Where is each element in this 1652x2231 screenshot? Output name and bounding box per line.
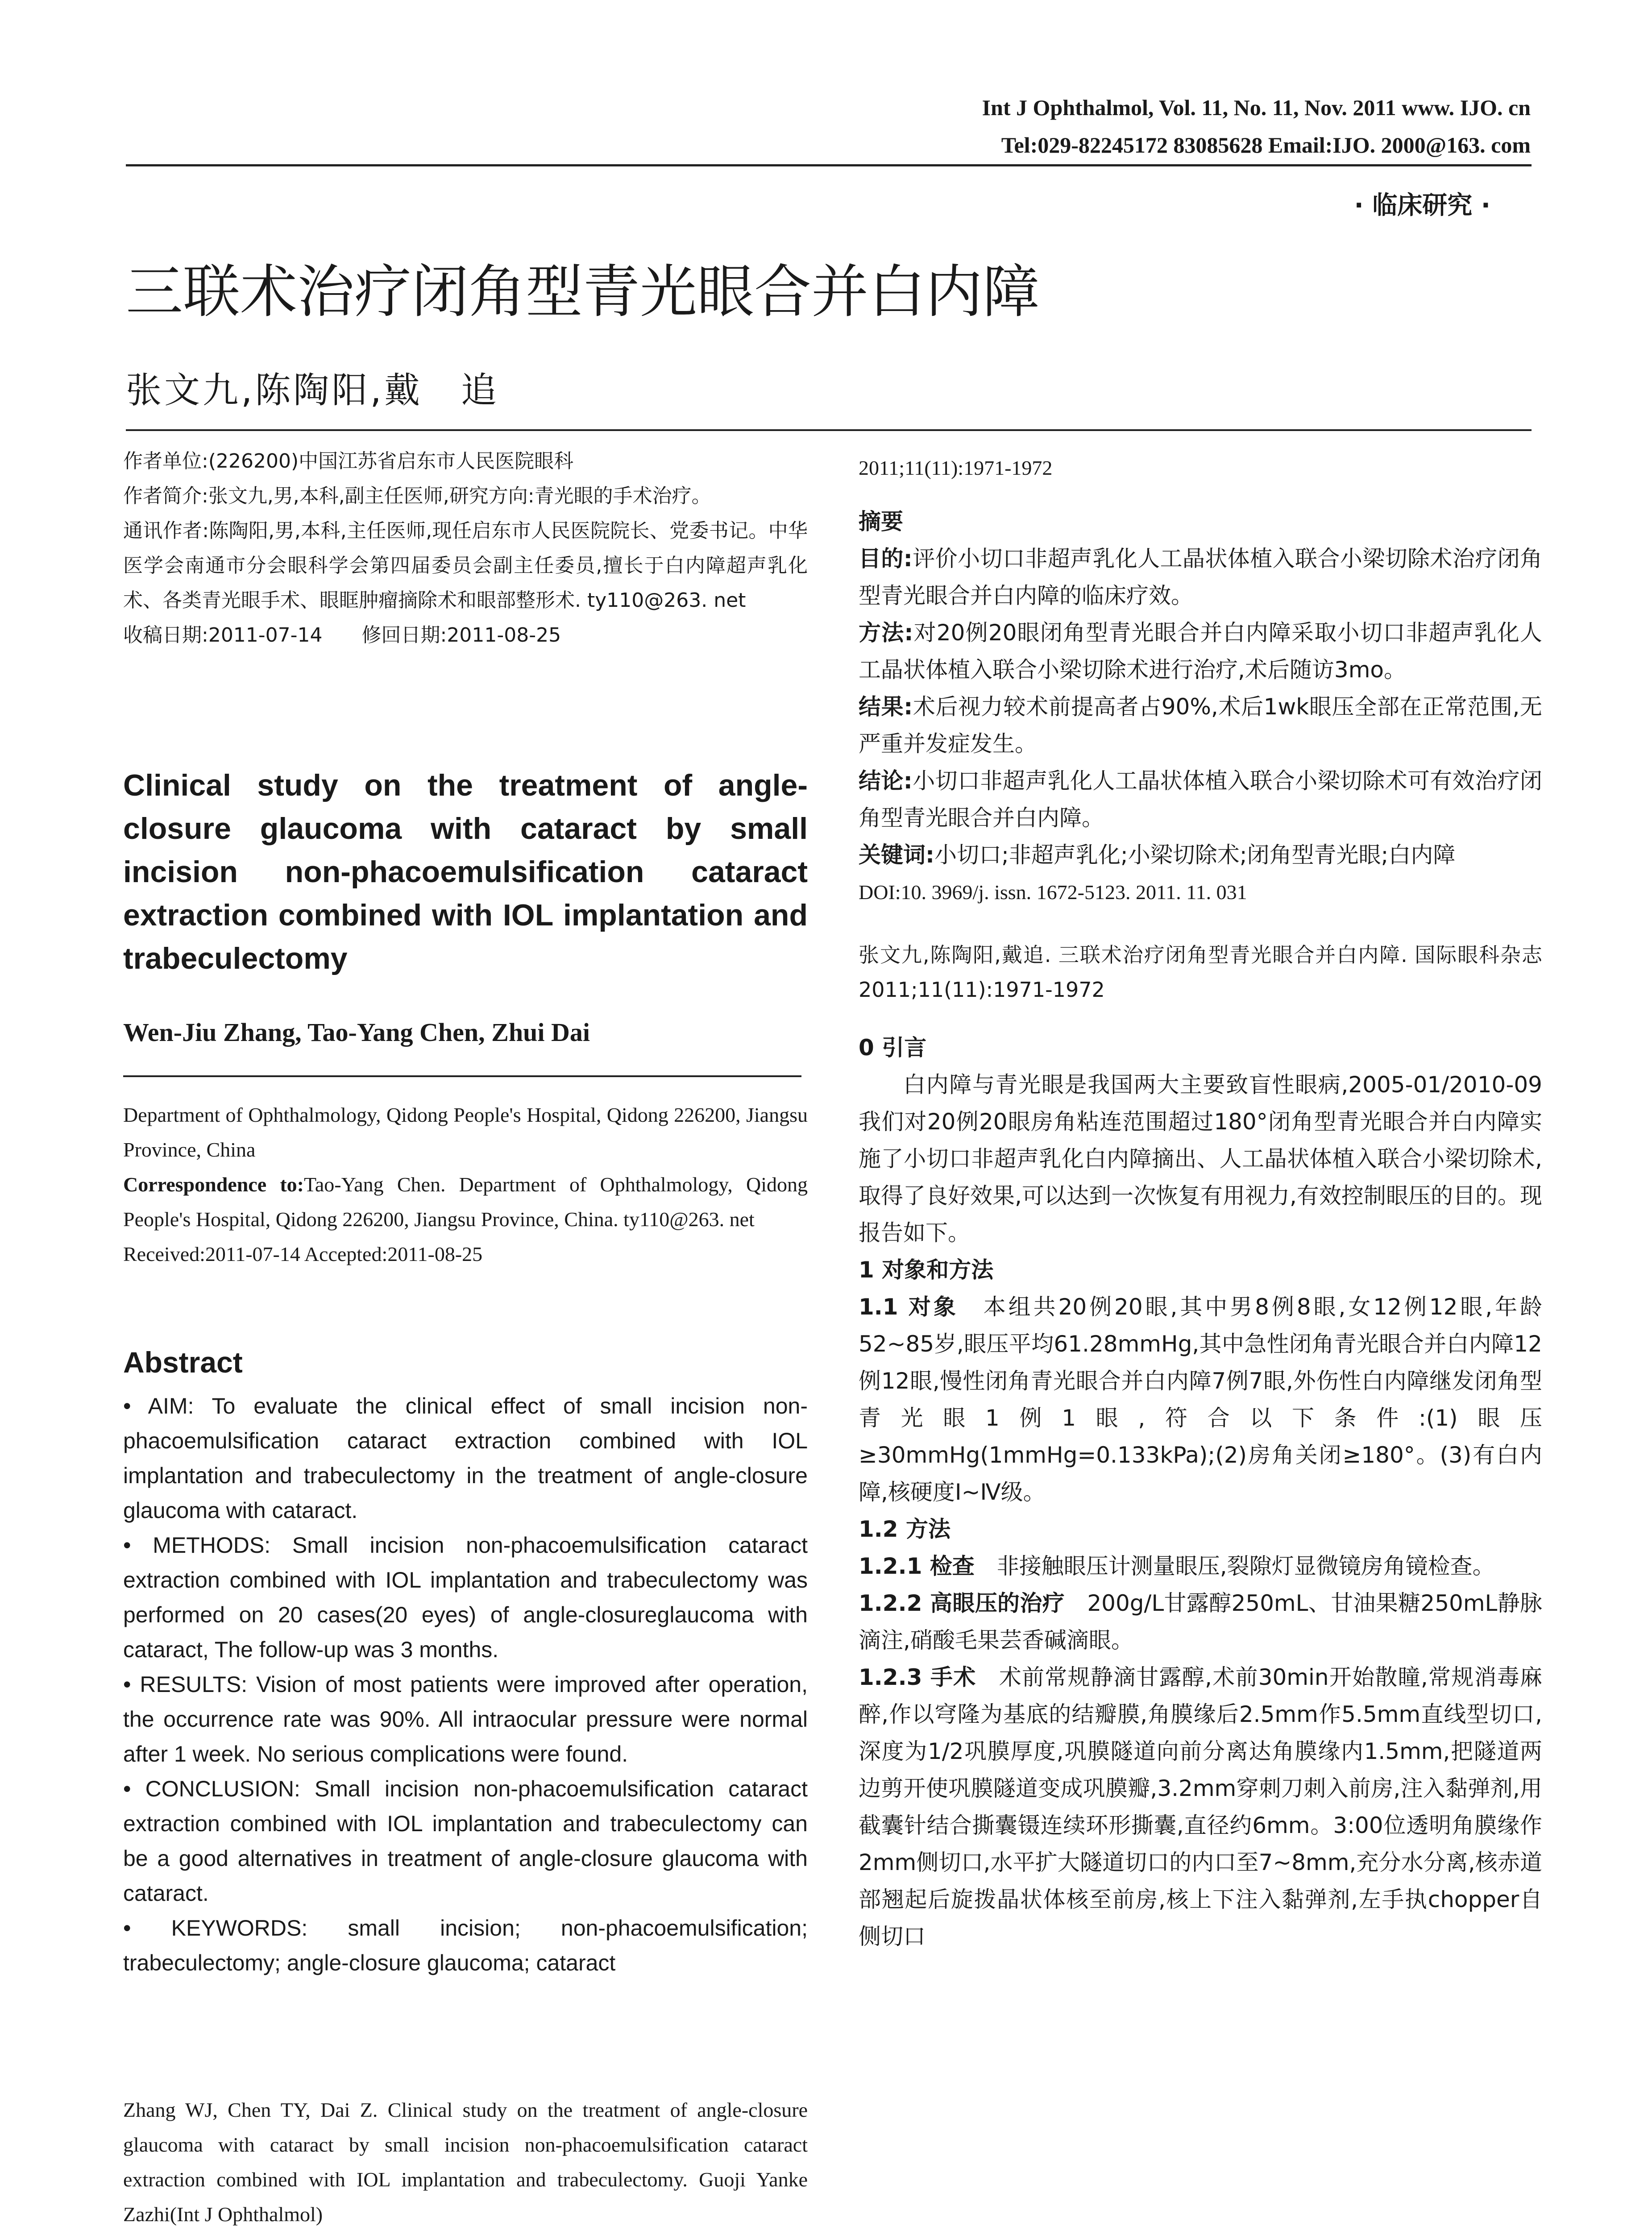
section-1-2-1-text: 非接触眼压计测量眼压,裂隙灯显微镜房角镜检查。 bbox=[996, 1553, 1495, 1579]
doi: DOI:10. 3969/j. issn. 1672-5123. 2011. 11. 031 bbox=[859, 881, 1247, 904]
header-rule bbox=[126, 164, 1532, 166]
section-1-2-2-label: 1.2.2 高眼压的治疗 bbox=[859, 1590, 1065, 1616]
correspondence-text: Tao-Yang Chen. Department of Ophthalmology, Qidong People's Hospital, Qidong 226200, Jiangsu Province, China. ty110@263. net bbox=[123, 1173, 808, 1231]
abstract-keywords: • KEYWORDS: small incision; non-phacoemulsification; trabeculectomy; angle-closure glaucoma; cataract bbox=[123, 1916, 808, 1975]
abstract-results: • RESULTS: Vision of most patients were improved after operation, the occurrence rate was 90%. All intraocular pressure were normal after 1 week. No serious complications were found. bbox=[123, 1672, 808, 1767]
english-title: Clinical study on the treatment of angle-closure glaucoma with cataract by small incision non-phacoemulsification cataract extraction combined with IOL implantation and trabeculectomy bbox=[123, 768, 808, 975]
intro-text: 白内障与青光眼是我国两大主要致盲性眼病,2005-01/2010-09我们对20例20眼房角粘连范围超过180°闭角型青光眼合并白内障实施了小切口非超声乳化白内障摘出、人工晶状体植入联合小梁切除术,取得了良好效果,可以达到一次恢复有用视力,有效控制眼压的目的。现报告如下。 bbox=[859, 1072, 1542, 1246]
corresponding-author: 通讯作者:陈陶阳,男,本科,主任医师,现任启东市人民医院院长、党委书记。中华医学会南通市分会眼科学会第四届委员会副主任委员,擅长于白内障超声乳化术、各类青光眼手术、眼眶肿瘤摘除术和眼部整形术. ty110@263. net bbox=[123, 519, 808, 612]
section-1-2-2 bbox=[859, 1585, 1542, 1659]
authors-rule bbox=[123, 1075, 801, 1077]
keywords-cn bbox=[859, 837, 1542, 874]
abstract-conclusion: • CONCLUSION: Small incision non-phacoemulsification cataract extraction combined with IOL implantation and trabeculectomy can be a good alternatives in treatment of angle-closure glaucoma with cataract. bbox=[123, 1776, 808, 1906]
section-1-1-text: 本组共20例20眼,其中男8例8眼,女12例12眼,年龄52~85岁,眼压平均61.28mmHg,其中急性闭角青光眼合并白内障12例12眼,慢性闭角青光眼合并白内障7例7眼,外伤性白内障继发闭角型青光眼1例1眼,符合以下条件:(1)眼压≥30mmHg(1mmHg=0.133kPa);(2)房角关闭≥180°。(3)有白内障,核硬度Ⅰ~Ⅳ级。 bbox=[859, 1294, 1543, 1505]
abstract-items bbox=[123, 1389, 808, 1980]
english-affiliation bbox=[123, 1098, 808, 1272]
results-text: 术后视力较术前提高者占90%,术后1wk眼压全部在正常范围,无严重并发症发生。 bbox=[859, 694, 1542, 757]
authors-cn: 张文九,陈陶阳,戴 追 bbox=[126, 369, 499, 411]
author-bio: 作者简介:张文九,男,本科,副主任医师,研究方向:青光眼的手术治疗。 bbox=[123, 485, 711, 507]
methods-cn bbox=[859, 614, 1542, 688]
section-1-2-3 bbox=[859, 1659, 1542, 1955]
citation-cn: 张文九,陈陶阳,戴追. 三联术治疗闭角型青光眼合并白内障. 国际眼科杂志 2011;11(11):1971-1972 bbox=[859, 943, 1542, 1002]
abstract-aim: • AIM: To evaluate the clinical effect of small incision non-phacoemulsification cataract extraction combined with IOL implantation and trabeculectomy in the treatment of angle-closure glaucoma with cataract. bbox=[123, 1393, 808, 1523]
correspondence-label: Correspondence to: bbox=[123, 1173, 304, 1196]
section-1-2-heading: 1.2 方法 bbox=[859, 1516, 951, 1542]
affiliation: 作者单位:(226200)中国江苏省启东市人民医院眼科 bbox=[123, 450, 574, 473]
page-title: 三联术治疗闭角型青光眼合并白内障 bbox=[126, 259, 1040, 325]
abstract-heading: Abstract bbox=[123, 1346, 243, 1379]
department-en: Department of Ophthalmology, Qidong People's Hospital, Qidong 226200, Jiangsu Province, China bbox=[123, 1103, 808, 1161]
section-1-2-1 bbox=[859, 1548, 1542, 1585]
title-rule bbox=[126, 429, 1532, 431]
authors-en: Wen-Jiu Zhang, Tao-Yang Chen, Zhui Dai bbox=[123, 1018, 590, 1047]
section-tag: · 临床研究 · bbox=[1354, 191, 1490, 220]
conclusion-cn bbox=[859, 763, 1542, 837]
citation-en: Zhang WJ, Chen TY, Dai Z. Clinical study on the treatment of angle-closure glaucoma with cataract by small incision non-phacoemulsification cataract extraction combined with IOL implantation and trabeculectomy. Guoji Yanke Zazhi(Int J Ophthalmol) bbox=[123, 2098, 808, 2226]
section-1-1-label: 1.1 对象 bbox=[859, 1294, 959, 1320]
results-cn bbox=[859, 688, 1542, 763]
results-label: 结果: bbox=[859, 694, 913, 720]
contact-header: Tel:029-82245172 83085628 Email:IJO. 2000@163. com bbox=[1001, 133, 1531, 158]
right-column bbox=[859, 451, 1542, 1955]
section-1-2-3-text: 术前常规静滴甘露醇,术前30min开始散瞳,常规消毒麻醉,作以穹隆为基底的结瓣膜,角膜缘后2.5mm作5.5mm直线型切口,深度为1/2巩膜厚度,巩膜隧道向前分离达角膜缘内1.5mm,把隧道两边剪开使巩膜隧道变成巩膜瓣,3.2mm穿刺刀刺入前房,注入黏弹剂,用截囊针结合撕囊镊连续环形撕囊,直径约6mm。3:00位透明角膜缘作2mm侧切口,水平扩大隧道切口的内口至7~8mm,充分水分离,核赤道部翘起后旋拨晶状体核至前房,核上下注入黏弹剂,左手执chopper自侧切口 bbox=[859, 1664, 1543, 1949]
section-1-2-3-label: 1.2.3 手术 bbox=[859, 1664, 976, 1690]
citation-tail: 2011;11(11):1971-1972 bbox=[859, 456, 1053, 479]
journal-header: Int J Ophthalmol, Vol. 11, No. 11, Nov. 2011 www. IJO. cn bbox=[982, 95, 1531, 120]
aim-cn bbox=[859, 540, 1542, 614]
abstract-cn-heading: 摘要 bbox=[859, 509, 903, 535]
conclusion-text: 小切口非超声乳化人工晶状体植入联合小梁切除术可有效治疗闭角型青光眼合并白内障。 bbox=[859, 768, 1542, 831]
section1-heading: 1 对象和方法 bbox=[859, 1257, 994, 1283]
conclusion-label: 结论: bbox=[859, 768, 913, 794]
correspondence-en bbox=[123, 1167, 808, 1237]
dates-en: Received:2011-07-14 Accepted:2011-08-25 bbox=[123, 1243, 483, 1265]
received-dates: 收稿日期:2011-07-14 修回日期:2011-08-25 bbox=[123, 624, 561, 647]
methods-text: 对20例20眼闭角型青光眼合并白内障采取小切口非超声乳化人工晶状体植入联合小梁切除术进行治疗,术后随访3mo。 bbox=[859, 620, 1543, 683]
section-1-2-1-label: 1.2.1 检查 bbox=[859, 1553, 975, 1579]
keywords-text: 小切口;非超声乳化;小梁切除术;闭角型青光眼;白内障 bbox=[934, 842, 1456, 868]
aim-text: 评价小切口非超声乳化人工晶状体植入联合小梁切除术治疗闭角型青光眼合并白内障的临床疗效。 bbox=[859, 546, 1542, 609]
intro-heading: 0 引言 bbox=[859, 1035, 927, 1061]
methods-label: 方法: bbox=[859, 620, 913, 646]
section-1-2-2-text: 200g/L甘露醇250mL、甘油果糖250mL静脉滴注,硝酸毛果芸香碱滴眼。 bbox=[859, 1590, 1543, 1653]
aim-label: 目的: bbox=[859, 546, 913, 572]
keywords-label: 关键词: bbox=[859, 842, 934, 868]
section-1-1 bbox=[859, 1289, 1542, 1511]
author-info bbox=[123, 444, 808, 653]
abstract-methods: • METHODS: Small incision non-phacoemulsification cataract extraction combined with IOL implantation and trabeculectomy was performed on 20 cases(20 eyes) of angle-closureglaucoma with cataract, The follow-up was 3 months. bbox=[123, 1533, 808, 1662]
